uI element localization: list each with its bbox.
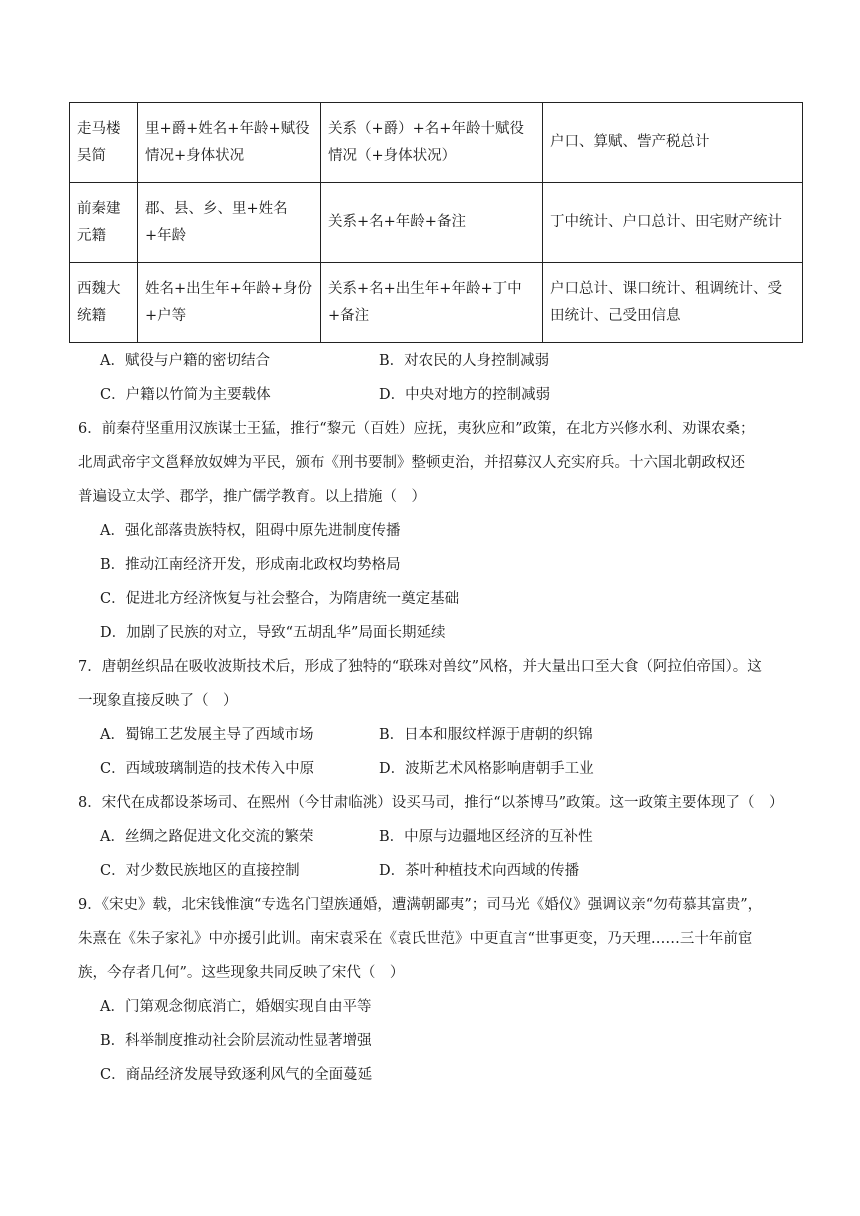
q9-stem [78, 888, 813, 990]
q7-option-b[interactable]: B．日本和服纹样源于唐朝的织锦 [379, 727, 593, 743]
q6-stem [78, 412, 813, 514]
q8-option-b[interactable]: B．中原与边疆地区经济的互补性 [379, 829, 593, 845]
q9-option-c[interactable]: C．商品经济发展导致逐利风气的全面蔓延 [100, 1067, 373, 1083]
table-cell: 前秦建元籍 [70, 183, 138, 263]
q9-option-b[interactable]: B．科举制度推动社会阶层流动性显著增强 [100, 1033, 372, 1049]
q9-stem-line: 9．《宋史》载，北宋钱惟演“专选名门望族通婚，遭满朝鄙夷”；司马光《婚仪》强调议亲“勿苟慕其富贵”， [78, 897, 763, 913]
q7-options-row-2 [100, 752, 820, 786]
q5-option-d[interactable]: D．中央对地方的控制减弱 [379, 387, 551, 403]
q7-options-row-1 [100, 718, 820, 752]
table-cell: 里+爵+姓名+年龄+赋役情况+身体状况 [138, 103, 321, 183]
q8-option-c[interactable]: C．对少数民族地区的直接控制 [100, 863, 300, 879]
q5-option-a[interactable]: A．赋役与户籍的密切结合 [100, 353, 270, 369]
q9-stem-line: 朱熹在《朱子家礼》中亦援引此训。南宋袁采在《袁氏世范》中更直言“世事更变，乃天理……三十年前宦 [78, 931, 753, 947]
q6-stem-line: 北周武帝宇文邕释放奴婢为平民，颁布《刑书要制》整顿吏治，并招募汉人充实府兵。十六国北朝政权还 [78, 455, 745, 471]
q6-option-a[interactable]: A．强化部落贵族特权，阻碍中原先进制度传播 [100, 523, 401, 539]
q8-options-row-2 [100, 854, 820, 888]
table-row [70, 263, 803, 343]
table-row [70, 103, 803, 183]
q7-stem-line: 一现象直接反映了（ ） [78, 693, 238, 709]
table-cell: 郡、县、乡、里+姓名+年龄 [138, 183, 321, 263]
q7-option-d[interactable]: D．波斯艺术风格影响唐朝手工业 [379, 761, 594, 777]
q6-stem-line: 普遍设立太学、郡学，推广儒学教育。以上措施（ ） [78, 489, 426, 505]
q5-option-c[interactable]: C．户籍以竹简为主要载体 [100, 387, 271, 403]
table-cell: 关系+名+年龄+备注 [321, 183, 543, 263]
table-cell: 西魏大统籍 [70, 263, 138, 343]
q7-stem-line: 7．唐朝丝织品在吸收波斯技术后，形成了独特的“联珠对兽纹”风格，并大量出口至大食（阿拉伯帝国）。这 [78, 659, 762, 675]
q8-option-d[interactable]: D．茶叶种植技术向西域的传播 [379, 863, 580, 879]
q6-option-b[interactable]: B．推动江南经济开发，形成南北政权均势格局 [100, 557, 401, 573]
table-cell: 关系+名+出生年+年龄+丁中+备注 [321, 263, 543, 343]
q8-options-row-1 [100, 820, 820, 854]
q7-option-c[interactable]: C．西域玻璃制造的技术传入中原 [100, 761, 315, 777]
q7-option-a[interactable]: A．蜀锦工艺发展主导了西域市场 [100, 727, 314, 743]
table-cell: 关系（+爵）+名+年龄十赋役情况（+身体状况） [321, 103, 543, 183]
q5-option-b[interactable]: B．对农民的人身控制减弱 [379, 353, 550, 369]
q9-stem-line: 族，今存者几何”。这些现象共同反映了宋代（ ） [78, 965, 405, 981]
table-cell: 户口、算赋、訾产税总计 [543, 103, 803, 183]
q6-stem-line: 6．前秦苻坚重用汉族谋士王猛，推行“黎元（百姓）应抚，夷狄应和”政策，在北方兴修水利、劝课农桑； [78, 421, 755, 437]
q7-stem [78, 650, 813, 718]
table-cell: 户口总计、课口统计、租调统计、受田统计、己受田信息 [543, 263, 803, 343]
table-row [70, 183, 803, 263]
q8-stem [78, 786, 813, 820]
q5-options-row-2 [100, 378, 820, 412]
q5-options-row-1 [100, 344, 820, 378]
q8-stem-line: 8．宋代在成都设茶场司、在熙州（今甘肃临洮）设买马司，推行“以茶博马”政策。这一政策主要体现了（ ） [78, 795, 784, 811]
table-cell: 姓名+出生年+年龄+身份+户等 [138, 263, 321, 343]
q8-option-a[interactable]: A．丝绸之路促进文化交流的繁荣 [100, 829, 314, 845]
q6-option-d[interactable]: D．加剧了民族的对立，导致“五胡乱华”局面长期延续 [100, 625, 446, 641]
q9-option-a[interactable]: A．门第观念彻底消亡，婚姻实现自由平等 [100, 999, 372, 1015]
household-register-table [69, 102, 803, 343]
q6-option-c[interactable]: C．促进北方经济恢复与社会整合，为隋唐统一奠定基础 [100, 591, 460, 607]
table-cell: 丁中统计、户口总计、田宅财产统计 [543, 183, 803, 263]
table-cell: 走马楼吴简 [70, 103, 138, 183]
